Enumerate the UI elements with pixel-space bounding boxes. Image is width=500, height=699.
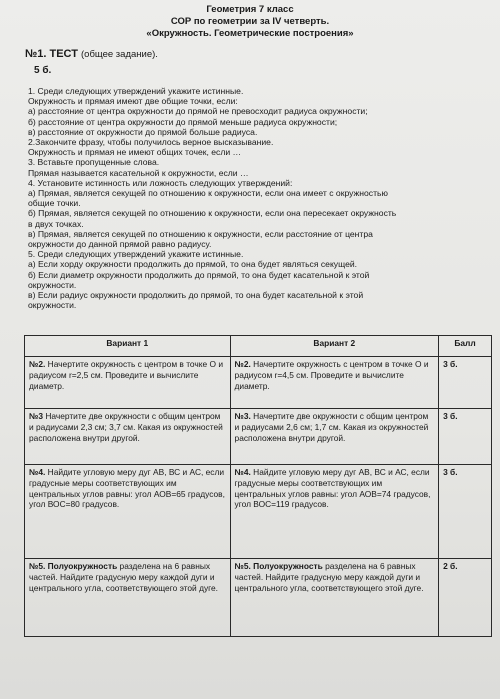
task-text: Начертите окружность с центром в точке О и радиусом r=4,5 см. Проведите и вычислите диаметр. — [234, 359, 429, 391]
table-row — [25, 465, 492, 559]
question-line: общие точки. — [28, 198, 81, 209]
question-line: в) расстояние от окружности до прямой больше радиуса. — [28, 126, 258, 137]
question-line: Окружность и прямая не имеют общих точек, если … — [28, 147, 242, 158]
question-line: окружности до данной прямой равно радиусу. — [28, 239, 212, 250]
section-1-heading — [25, 48, 158, 60]
task-label: №3 — [29, 411, 43, 421]
question-line: Прямая называется касательной к окружности, если … — [28, 167, 249, 178]
question-line: а) Прямая, является секущей по отношению к окружности, если она имеет с окружностью — [28, 188, 388, 199]
task-cell-variant-1 — [25, 559, 231, 637]
question-line: 3. Вставьте пропущенные слова. — [28, 157, 160, 168]
question-line: в) Прямая, является секущей по отношению к окружности, если расстояние от центра — [28, 228, 373, 239]
task-label: №3. — [234, 411, 251, 421]
header-topic: «Окружность. Геометрические построения» — [146, 28, 354, 39]
task-cell-variant-1 — [25, 357, 231, 409]
section-1-subtitle: (общее задание). — [81, 49, 158, 60]
question-line: 1. Среди следующих утверждений укажите истинные. — [28, 86, 244, 96]
question-line: б) расстояние от центра окружности до прямой меньше радиуса окружности; — [28, 116, 338, 127]
variants-table — [24, 335, 492, 637]
task-label: №2. — [234, 359, 251, 369]
task-cell-variant-2 — [230, 465, 439, 559]
header-variant-2: Вариант 2 — [230, 336, 439, 357]
table-row — [25, 559, 492, 637]
question-line: 5. Среди следующих утверждений укажите истинные. — [28, 249, 244, 260]
table-row — [25, 357, 492, 409]
task-text: Начертите две окружности с общим центром и радиусами 2,3 см; 3,7 см. Какая из окружностей расположена внутри другой. — [29, 411, 223, 443]
task-text: Начертите окружность с центром в точке О и радиусом r=2,5 см. Проведите и вычислите диаметр. — [29, 359, 224, 391]
score-cell: 3 б. — [439, 357, 492, 409]
task-label: №4. — [29, 467, 46, 477]
question-line: в двух точках. — [28, 218, 84, 229]
task-label: №4. — [234, 467, 251, 477]
header-variant-1: Вариант 1 — [25, 336, 231, 357]
question-line: а) Если хорду окружности продолжить до прямой, то она будет являться секущей. — [28, 259, 358, 270]
task-text: Найдите угловую меру дуг АВ, ВС и АС, если градусные меры соответствующих им центральных углов равны: угол АОВ=65 градусов, угол ВОС=80 градусов. — [29, 467, 225, 510]
score-cell: 3 б. — [439, 465, 492, 559]
task-text: разделена на 6 равных частей. Найдите градусную меру каждой дуги и центрального угла, соответствующего этой дуге. — [234, 561, 424, 593]
table-header-row — [25, 336, 492, 357]
score-cell: 3 б. — [439, 409, 492, 465]
question-line: б) Если диаметр окружности продолжить до прямой, то она будет касательной к этой — [28, 269, 370, 280]
task-label: №2. — [29, 359, 46, 369]
task-cell-variant-1 — [25, 465, 231, 559]
task-cell-variant-2 — [230, 357, 439, 409]
table-row — [25, 409, 492, 465]
section-1-title: №1. ТЕСТ — [25, 48, 78, 60]
question-line: в) Если радиус окружности продолжить до прямой, то она будет касательной к этой — [28, 290, 364, 301]
task-cell-variant-2 — [230, 559, 439, 637]
header-title: Геометрия 7 класс — [206, 4, 294, 15]
header-score: Балл — [439, 336, 492, 357]
task-text: Найдите угловую меру дуг АВ, ВС и АС, если градусные меры соответствующих им центральных углов равны: угол АОВ=74 градусов, угол ВОС=119 градусов. — [234, 467, 431, 510]
question-line: 4. Установите истинность или ложность следующих утверждений: — [28, 177, 293, 188]
task-cell-variant-1 — [25, 409, 231, 465]
task-label: №5. Полуокружность — [234, 561, 323, 571]
question-line: окружности. — [28, 279, 77, 290]
header-subtitle: СОР по геометрии за IV четверть. — [170, 16, 330, 27]
task-text: Начертите две окружности с общим центром и радиусами 2,6 см; 1,7 см. Какая из окружностей расположена внутри другой. — [234, 411, 429, 443]
question-line: Окружность и прямая имеют две общие точки, если: — [28, 96, 238, 107]
question-line: а) расстояние от центра окружности до прямой не превосходит радиуса окружности; — [28, 106, 368, 117]
question-line: 2.Закончите фразу, чтобы получилось верное высказывание. — [28, 137, 274, 148]
question-line: б) Прямая, является секущей по отношению к окружности, если она пересекает окружность — [28, 208, 397, 219]
task-cell-variant-2 — [230, 409, 439, 465]
section-1-points: 5 б. — [34, 65, 52, 76]
question-line: окружности. — [28, 300, 77, 311]
score-cell: 2 б. — [439, 559, 492, 637]
test-questions — [28, 86, 490, 310]
task-text: разделена на 6 равных частей. Найдите градусную меру каждой дуги и центрального угла, соответствующего этой дуге. — [29, 561, 218, 593]
task-label: №5. Полуокружность — [29, 561, 118, 571]
